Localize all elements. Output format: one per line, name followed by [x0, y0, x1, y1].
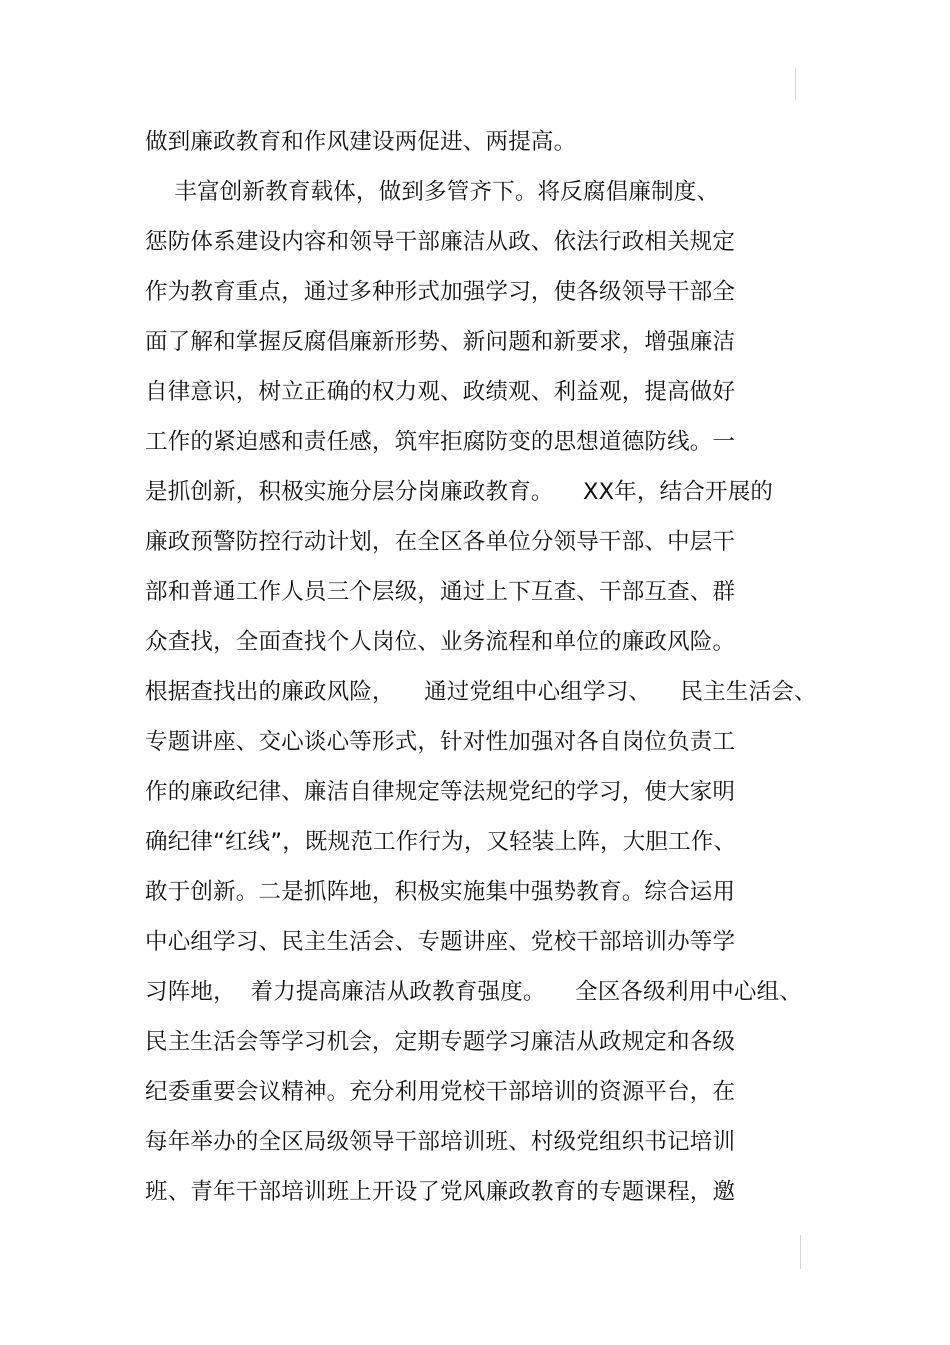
text-line: 众查找，全面查找个人岗位、业务流程和单位的廉政风险。	[145, 629, 736, 655]
text-line: 专题讲座、交心谈心等形式，针对性加强对各自岗位负责工	[145, 729, 736, 755]
text-line: 面了解和掌握反腐倡廉新形势、新问题和新要求，增强廉洁	[145, 329, 736, 355]
text-line: 中心组学习、民主生活会、专题讲座、党校干部培训办等学	[145, 929, 736, 955]
text-line: 做到廉政教育和作风建设两促进、两提高。	[145, 129, 577, 155]
text-line: 习阵地， 着力提高廉洁从政教育强度。 全区各级利用中心组、	[145, 979, 803, 1005]
text-line: 民主生活会等学习机会，定期专题学习廉洁从政规定和各级	[145, 1029, 736, 1055]
text-line: 廉政预警防控行动计划，在全区各单位分领导干部、中层干	[145, 529, 736, 555]
text-line: 确纪律“红线”，既规范工作行为，又轻装上阵，大胆工作、	[145, 829, 737, 855]
text-line: 每年举办的全区局级领导干部培训班、村级党组织书记培训	[145, 1129, 736, 1155]
margin-mark-bottom	[800, 1235, 801, 1269]
text-line: 作的廉政纪律、廉洁自律规定等法规党纪的学习，使大家明	[145, 779, 736, 805]
text-line: 惩防体系建设内容和领导干部廉洁从政、依法行政相关规定	[145, 229, 736, 255]
text-line: 作为教育重点，通过多种形式加强学习，使各级领导干部全	[145, 279, 736, 305]
text-line: 班、青年干部培训班上开设了党风廉政教育的专题课程，邀	[145, 1179, 736, 1205]
text-line: 纪委重要会议精神。充分利用党校干部培训的资源平台，在	[145, 1079, 736, 1105]
text-line: 是抓创新，积极实施分层分岗廉政教育。 XX年，结合开展的	[145, 479, 774, 505]
text-line: 丰富创新教育载体，做到多管齐下。将反腐倡廉制度、	[145, 179, 720, 205]
text-line: 根据查找出的廉政风险， 通过党组中心组学习、 民主生活会、	[145, 679, 817, 705]
margin-mark-top	[795, 68, 796, 100]
text-line: 自律意识，树立正确的权力观、政绩观、利益观，提高做好	[145, 379, 736, 405]
text-line: 工作的紧迫感和责任感，筑牢拒腐防变的思想道德防线。一	[145, 429, 736, 455]
text-line: 部和普通工作人员三个层级，通过上下互查、干部互查、群	[145, 579, 736, 605]
text-line: 敢于创新。二是抓阵地，积极实施集中强势教育。综合运用	[145, 879, 736, 905]
